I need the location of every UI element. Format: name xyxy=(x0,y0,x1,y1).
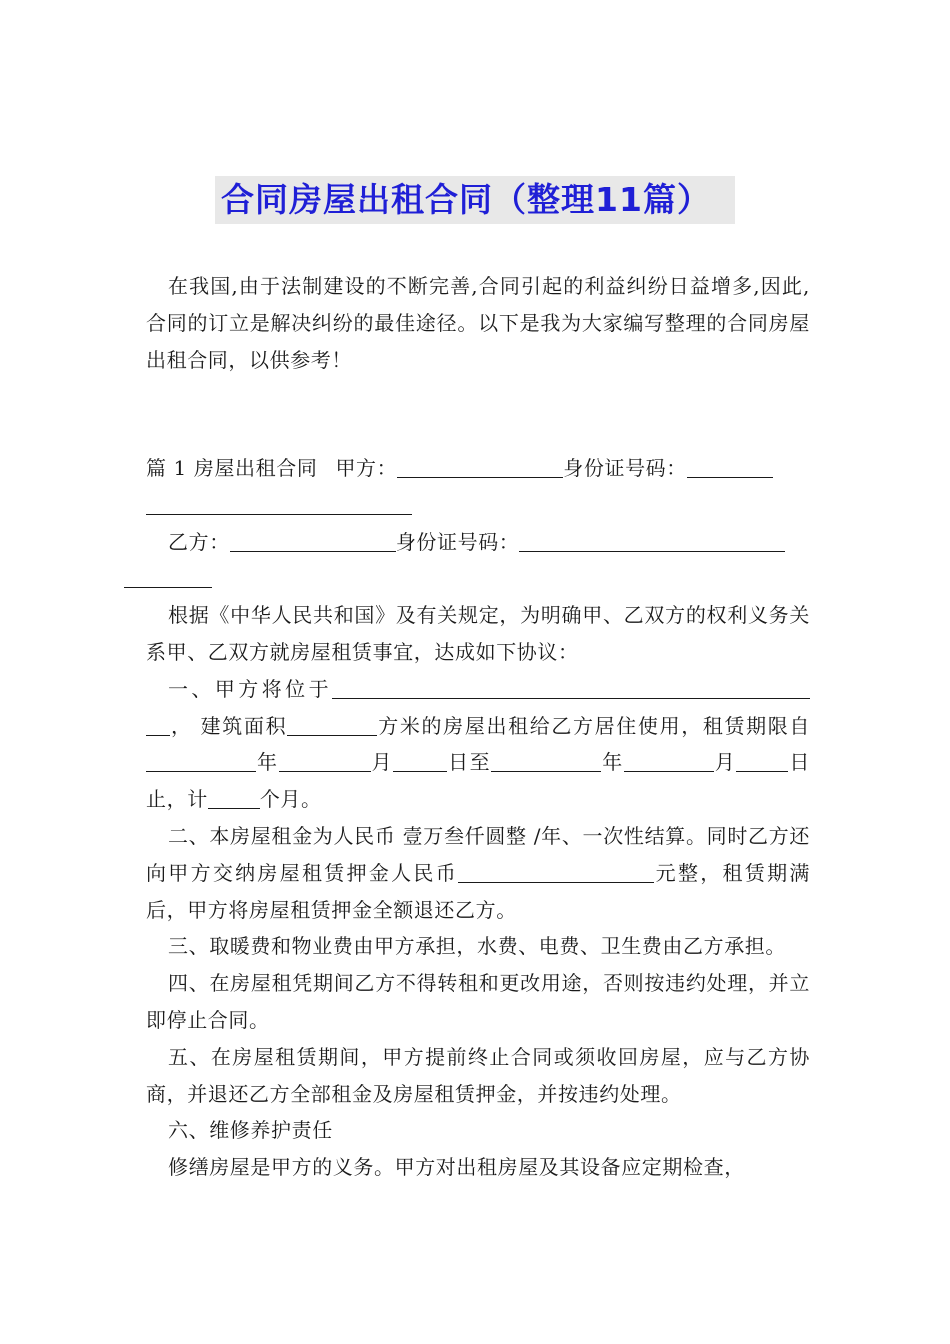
party-b-label: 乙方： xyxy=(168,529,230,554)
clause-4: 四、在房屋租凭期间乙方不得转租和更改用途，否则按违约处理，并立即停止合同。 xyxy=(146,971,810,1032)
start-month-blank xyxy=(279,749,371,772)
clause-1-prefix: 一、甲方将位于 xyxy=(168,676,332,701)
end-day-blank xyxy=(736,749,758,772)
end-day-blank-cont xyxy=(758,749,788,772)
end-year-unit: 年 xyxy=(601,750,624,775)
address-blank-cont xyxy=(146,713,170,736)
end-year-blank xyxy=(491,749,601,772)
deposit-blank xyxy=(458,860,654,883)
party-a-id-blank xyxy=(687,455,773,478)
clause-2-suffix: 元整，租赁期满后，甲方将房屋租赁押金全额退还乙方。 xyxy=(146,860,810,922)
party-b-id-blank xyxy=(519,529,785,552)
clause-5: 五、在房屋租赁期间，甲方提前终止合同或须收回房屋，应与乙方协商，并退还乙方全部租金及房屋租赁押金，并按违约处理。 xyxy=(146,1044,810,1106)
address-blank xyxy=(332,676,810,699)
party-a-name-blank xyxy=(397,455,563,478)
area-blank xyxy=(287,713,377,736)
preamble-paragraph: 根据《中华人民共和国》及有关规定，为明确甲、乙双方的权利义务关系甲、乙双方就房屋租赁事宜，达成如下协议： xyxy=(146,603,810,664)
party-a-id-label: 身份证号码： xyxy=(563,456,687,480)
clause-2-prefix: 二、本房屋租金为人民币 壹万叁仟圆整 /年、一次性结算。同时乙方还向甲方交纳房屋租赁押金人民币 xyxy=(146,823,810,885)
clause-3: 三、取暖费和物业费由甲方承担，水费、电费、卫生费由乙方承担。 xyxy=(168,934,786,959)
party-b-name-blank xyxy=(230,529,396,552)
intro-paragraph: 在我国,由于法制建设的不断完善,合同引起的利益纠纷日益增多,因此,合同的订立是解决纠纷的最佳途径。以下是我为大家编写整理的合同房屋出租合同，以供参考！ xyxy=(146,274,810,372)
end-day-unit: 日止，计 xyxy=(146,750,810,812)
months-unit: 个月。 xyxy=(259,787,322,812)
end-month-blank xyxy=(624,749,714,772)
area-suffix: 方米的房屋出租给乙方居住使用，租赁期限自 xyxy=(377,713,810,738)
clause-2 xyxy=(146,818,810,928)
party-a-label: 甲方： xyxy=(335,456,398,480)
end-month-unit: 月 xyxy=(713,750,737,775)
area-label: ， 建筑面积 xyxy=(170,713,288,738)
contract-section xyxy=(146,450,810,1186)
contract-heading: 篇 1 房屋出租合同 xyxy=(146,456,318,480)
start-year-blank xyxy=(146,749,256,772)
party-b-id-label: 身份证号码： xyxy=(395,529,520,554)
document-title: 合同房屋出租合同（整理11篇） xyxy=(215,176,735,224)
start-month-unit: 月 xyxy=(370,750,394,775)
party-a-line xyxy=(146,450,810,524)
party-b-line xyxy=(146,524,810,598)
clause-6-text: 修缮房屋是甲方的义务。甲方对出租房屋及其设备应定期检查， xyxy=(168,1155,745,1180)
start-year-unit: 年 xyxy=(256,750,279,775)
party-b-id-blank-cont xyxy=(124,565,212,588)
start-day-unit: 日至 xyxy=(447,750,492,775)
intro-section xyxy=(146,268,810,378)
months-blank xyxy=(208,786,260,809)
start-day-blank xyxy=(393,749,447,772)
clause-1 xyxy=(146,671,810,818)
clause-6-heading: 六、维修养护责任 xyxy=(168,1118,333,1143)
party-a-id-blank-cont xyxy=(146,492,412,515)
title-wrap xyxy=(0,176,950,224)
